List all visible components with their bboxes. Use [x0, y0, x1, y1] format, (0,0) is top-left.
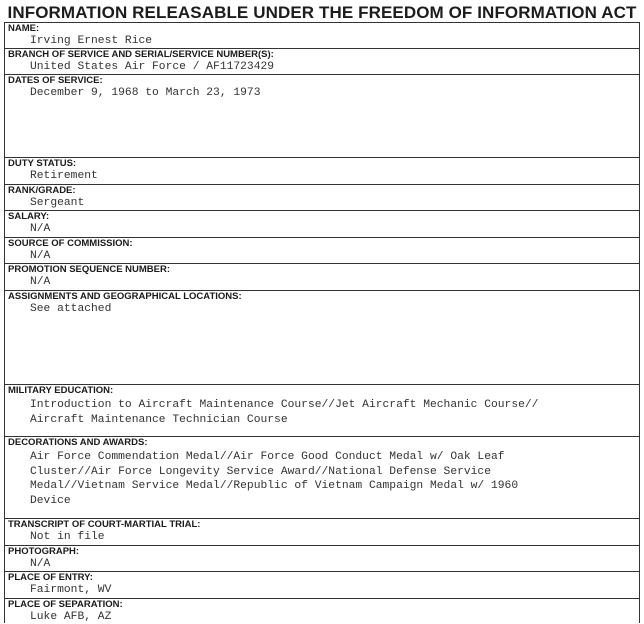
field-assignments-locations [5, 290, 639, 384]
field-place-of-separation [5, 598, 639, 623]
field-label: PLACE OF ENTRY: [8, 572, 93, 583]
field-place-of-entry [5, 571, 639, 598]
field-military-education [5, 384, 639, 436]
field-label: TRANSCRIPT OF COURT-MARTIAL TRIAL: [8, 519, 201, 530]
field-decorations-awards [5, 436, 639, 518]
record-form [4, 22, 640, 623]
field-value: Retirement [30, 170, 98, 182]
field-value: Sergeant [30, 197, 85, 209]
field-value: United States Air Force / AF11723429 [30, 61, 275, 73]
field-label: ASSIGNMENTS AND GEOGRAPHICAL LOCATIONS: [8, 291, 242, 302]
field-label: SALARY: [8, 211, 50, 222]
field-name [5, 22, 639, 48]
field-label: DATES OF SERVICE: [8, 75, 103, 86]
field-label: MILITARY EDUCATION: [8, 385, 114, 396]
field-value: N/A [30, 558, 51, 570]
field-court-martial-transcript [5, 518, 639, 545]
field-promotion-sequence-number [5, 263, 639, 290]
field-label: RANK/GRADE: [8, 185, 76, 196]
field-label: BRANCH OF SERVICE AND SERIAL/SERVICE NUMBER(S): [8, 49, 274, 60]
field-value: Luke AFB, AZ [30, 611, 112, 623]
field-label: SOURCE OF COMMISSION: [8, 238, 133, 249]
field-value: Not in file [30, 531, 105, 543]
field-value-line-1: Air Force Commendation Medal//Air Force Good Conduct Medal w/ Oak Leaf [30, 451, 505, 463]
field-value-line-2: Cluster//Air Force Longevity Service Award//National Defense Service [30, 465, 491, 478]
field-rank-grade [5, 184, 639, 210]
field-branch-service-number [5, 48, 639, 74]
field-value: Fairmont, WV [30, 584, 112, 596]
field-value: December 9, 1968 to March 23, 1973 [30, 87, 261, 99]
field-label: DECORATIONS AND AWARDS: [8, 437, 148, 448]
field-value-line-2: Aircraft Maintenance Technician Course [30, 413, 288, 426]
field-dates-of-service [5, 74, 639, 157]
field-value-line-3: Medal//Vietnam Service Medal//Republic of Vietnam Campaign Medal w/ 1960 [30, 480, 519, 492]
field-value-line-4: Device [30, 494, 71, 507]
field-value: Irving Ernest Rice [30, 35, 153, 47]
page-title: INFORMATION RELEASABLE UNDER THE FREEDOM OF INFORMATION ACT [7, 3, 637, 22]
field-value: N/A [30, 276, 51, 288]
field-label: PLACE OF SEPARATION: [8, 599, 123, 610]
field-label: NAME: [8, 23, 40, 34]
field-duty-status [5, 157, 639, 184]
field-label: DUTY STATUS: [8, 158, 77, 169]
field-value-line-1: Introduction to Aircraft Maintenance Course//Jet Aircraft Mechanic Course// [30, 399, 539, 411]
field-value: N/A [30, 250, 51, 262]
field-label: PHOTOGRAPH: [8, 546, 80, 557]
field-value: See attached [30, 303, 112, 315]
field-salary [5, 210, 639, 237]
field-photograph [5, 545, 639, 571]
field-value: N/A [30, 223, 51, 235]
field-source-of-commission [5, 237, 639, 263]
field-label: PROMOTION SEQUENCE NUMBER: [8, 264, 171, 275]
